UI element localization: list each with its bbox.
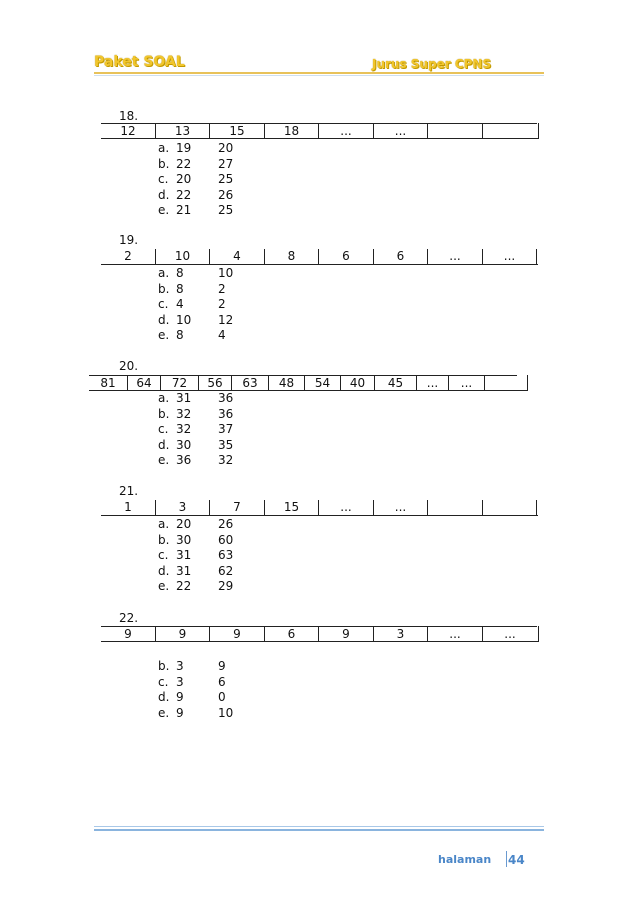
footer-separator	[506, 851, 507, 867]
sequence-cell	[482, 123, 537, 138]
header-divider	[94, 72, 544, 74]
sequence-cell: 7	[209, 500, 264, 515]
sequence-cell: 3	[373, 626, 427, 641]
option: d. 10 12	[158, 312, 234, 327]
sequence-cell	[484, 375, 517, 390]
sequence-cell: ...	[373, 500, 427, 515]
sequence-cell: 9	[209, 626, 264, 641]
options-list	[158, 391, 258, 469]
sequence-cell: 6	[264, 626, 318, 641]
sequence-row	[89, 375, 528, 391]
sequence-cell: 56	[198, 375, 231, 390]
sequence-cell: 15	[209, 123, 264, 138]
sequence-cell: 63	[231, 375, 268, 390]
option: e. 22 29	[158, 579, 234, 593]
sequence-cell: ...	[482, 249, 537, 264]
sequence-cell: ...	[318, 500, 373, 515]
sequence-row	[101, 123, 539, 139]
question-number: 18.	[119, 109, 139, 123]
sequence-cell: 6	[318, 249, 373, 264]
sequence-row	[101, 249, 538, 265]
options-list	[158, 266, 258, 344]
footer-page-label: halaman	[438, 853, 492, 866]
sequence-cell: ...	[416, 375, 448, 390]
sequence-cell: 1	[124, 500, 132, 514]
sequence-cell: 72	[160, 375, 198, 390]
option: c. 4 2	[158, 297, 226, 311]
sequence-cell: 48	[268, 375, 304, 390]
sequence-cell: ...	[373, 123, 427, 138]
sequence-row	[101, 500, 538, 516]
options-list	[158, 517, 258, 595]
header-title-right: Jurus Super CPNS	[372, 57, 492, 71]
sequence-cell	[427, 123, 482, 138]
options-list	[158, 141, 258, 219]
sequence-cell: ...	[427, 249, 482, 264]
option: c. 20 25	[158, 172, 234, 186]
sequence-cell: 2	[124, 249, 132, 263]
header-title-left: Paket SOAL	[94, 54, 185, 70]
option: b. 8 2	[158, 281, 226, 296]
option: c. 32 37	[158, 422, 234, 436]
sequence-cell: 12	[101, 123, 155, 138]
sequence-cell: ...	[482, 626, 537, 641]
sequence-row	[101, 626, 539, 642]
question-number: 22.	[119, 611, 139, 625]
option: d. 22 26	[158, 187, 234, 202]
option: d. 9 0	[158, 690, 226, 704]
sequence-cell: 54	[304, 375, 340, 390]
footer-divider-thick	[94, 829, 544, 831]
option: d. 30 35	[158, 437, 234, 452]
options-list	[158, 659, 258, 721]
sequence-cell: 64	[127, 375, 160, 390]
sequence-cell: 6	[373, 249, 427, 264]
sequence-cell: 9	[101, 626, 155, 641]
option: e. 8 4	[158, 328, 226, 342]
sequence-cell: 13	[155, 123, 209, 138]
sequence-cell: 81	[89, 375, 127, 390]
option: a. 31 36	[158, 391, 234, 405]
sequence-cell: 9	[155, 626, 209, 641]
question-number: 20.	[119, 359, 139, 373]
option: e. 21 25	[158, 203, 234, 217]
sequence-cell	[482, 500, 537, 515]
sequence-cell: ...	[448, 375, 484, 390]
sequence-cell: 8	[264, 249, 318, 264]
option: b. 3 9	[158, 659, 226, 673]
sequence-cell: 10	[155, 249, 209, 264]
question-number: 19.	[119, 233, 139, 247]
option: a. 20 26	[158, 517, 234, 531]
option: c. 31 63	[158, 548, 234, 562]
option: b. 22 27	[158, 156, 234, 171]
sequence-cell	[427, 500, 482, 515]
option: a. 8 10	[158, 266, 234, 280]
sequence-cell: ...	[427, 626, 482, 641]
sequence-cell: 45	[374, 375, 416, 390]
option: a. 19 20	[158, 141, 234, 155]
sequence-cell: 18	[264, 123, 318, 138]
option: c. 3 6	[158, 674, 226, 689]
option: b. 30 60	[158, 532, 234, 547]
sequence-cell: 4	[209, 249, 264, 264]
sequence-cell: ...	[318, 123, 373, 138]
option: e. 36 32	[158, 453, 234, 467]
sequence-cell: 40	[340, 375, 374, 390]
footer-page-number: 44	[508, 853, 525, 867]
option: e. 9 10	[158, 705, 234, 720]
question-number: 21.	[119, 484, 139, 498]
sequence-cell: 9	[318, 626, 373, 641]
option: b. 32 36	[158, 406, 234, 421]
sequence-cell: 15	[264, 500, 318, 515]
option: d. 31 62	[158, 563, 234, 578]
footer-divider	[94, 826, 544, 827]
sequence-cell: 3	[155, 500, 209, 515]
header-divider-blue	[94, 75, 544, 76]
